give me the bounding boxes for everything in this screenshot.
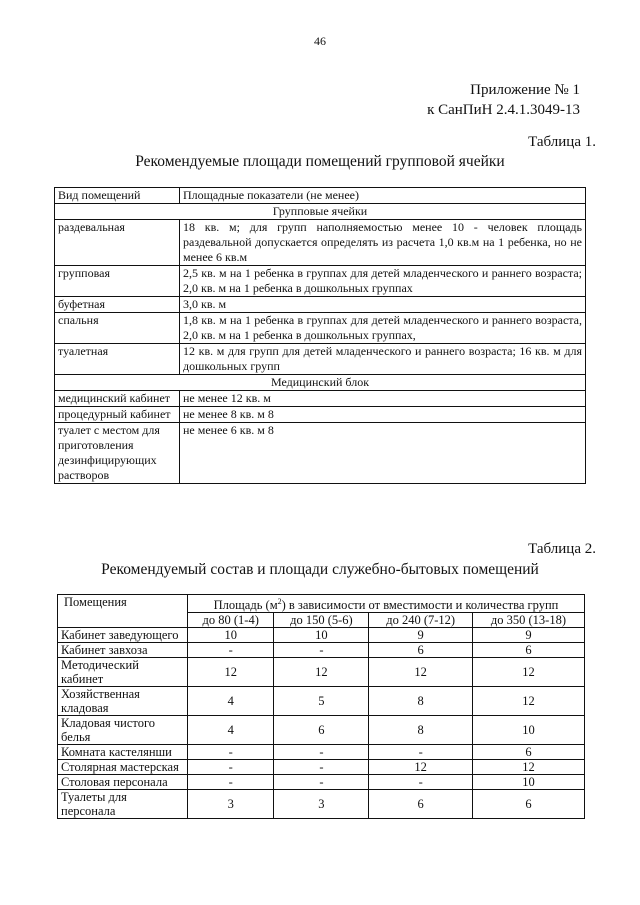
table2-header-area-sup: 2 [277, 597, 282, 606]
table2-value: - [188, 745, 274, 760]
table2-room-name: Хозяйственная кладовая [58, 687, 188, 716]
table2-value: - [274, 745, 369, 760]
table2-capacity-col: до 350 (13-18) [472, 613, 584, 628]
table2-row [58, 628, 585, 643]
table1-room-area: не менее 8 кв. м 8 [180, 407, 586, 423]
table1-room-name: туалетная [55, 344, 180, 375]
table2-value: 12 [369, 760, 473, 775]
table2-header-area-pre: Площадь (м [213, 598, 278, 613]
table2-value: 6 [472, 790, 584, 819]
table2-value: - [188, 643, 274, 658]
table1-section-row [55, 375, 586, 391]
table1-header-room-type: Вид помещений [55, 188, 180, 204]
table2-title: Рекомендуемый состав и площади служебно-бытовых помещений [101, 561, 539, 578]
table2-value: 12 [369, 658, 473, 687]
table2-room-name: Кладовая чистого белья [58, 716, 188, 745]
table1 [54, 187, 586, 484]
table2-row [58, 658, 585, 687]
table2-capacity-col: до 80 (1-4) [188, 613, 274, 628]
table2-value: 8 [369, 687, 473, 716]
table2-row [58, 643, 585, 658]
table2-value: 5 [274, 687, 369, 716]
table2-room-name: Столярная мастерская [58, 760, 188, 775]
table1-row [55, 344, 586, 375]
table1-room-name: процедурный кабинет [55, 407, 180, 423]
table2-room-name: Кабинет заведующего [58, 628, 188, 643]
table1-title: Рекомендуемые площади помещений групповой ячейки [135, 153, 505, 170]
table2-row [58, 790, 585, 819]
table2-value: 9 [369, 628, 473, 643]
table2-room-name: Методический кабинет [58, 658, 188, 687]
table1-room-name: групповая [55, 266, 180, 297]
table2-value: 6 [274, 716, 369, 745]
table2-row [58, 760, 585, 775]
table2-value: - [188, 760, 274, 775]
appendix-line-2: к СанПиН 2.4.1.3049-13 [427, 102, 580, 118]
table2-capacity-col: до 240 (7-12) [369, 613, 473, 628]
table2-header-rooms: Помещения [58, 595, 188, 628]
table2-value: 10 [472, 775, 584, 790]
table1-room-area: 12 кв. м для групп для детей младенческого и раннего возраста; 16 кв. м для дошкольных групп [180, 344, 586, 375]
table2-value: 12 [274, 658, 369, 687]
table2-value: 6 [472, 643, 584, 658]
table2-value: 12 [472, 658, 584, 687]
table1-room-area: не менее 6 кв. м 8 [180, 423, 586, 484]
table1-room-name: спальня [55, 313, 180, 344]
table2-value: 10 [274, 628, 369, 643]
table2-row [58, 687, 585, 716]
table1-row [55, 313, 586, 344]
table1-row [55, 297, 586, 313]
table2-room-name: Туалеты для персонала [58, 790, 188, 819]
table1-room-area: 18 кв. м; для групп наполняемостью менее 10 - человек площадь раздевальной допускается определять из расчета 1,0 кв.м на 1 ребенка, но не менее 6 кв.м [180, 220, 586, 266]
table1-room-name: медицинский кабинет [55, 391, 180, 407]
table1-room-name: туалет с местом для приготовления дезинфицирующих растворов [55, 423, 180, 484]
table1-room-area: 1,8 кв. м на 1 ребенка в группах для детей младенческого и раннего возраста, 2,0 кв. м на 1 ребенка в дошкольных группах, [180, 313, 586, 344]
table1-row [55, 220, 586, 266]
table2-value: 6 [472, 745, 584, 760]
table1-room-area: не менее 12 кв. м [180, 391, 586, 407]
table1-row [55, 407, 586, 423]
table2-room-name: Столовая персонала [58, 775, 188, 790]
table1-section-title: Медицинский блок [55, 375, 586, 391]
table2-value: 3 [188, 790, 274, 819]
table2 [57, 594, 585, 819]
table2-value: 6 [369, 790, 473, 819]
table2-value: - [369, 745, 473, 760]
table2-value: - [274, 775, 369, 790]
table2-value: - [369, 775, 473, 790]
table2-row [58, 716, 585, 745]
table1-row [55, 423, 586, 484]
table2-label: Таблица 2. [528, 541, 596, 557]
table2-room-name: Комната кастелянши [58, 745, 188, 760]
table2-header-row [58, 595, 585, 613]
table2-row [58, 775, 585, 790]
table2-value: 9 [472, 628, 584, 643]
table2-header-area-post: ) в зависимости от вместимости и количества групп [281, 598, 559, 613]
table2-room-name: Кабинет завхоза [58, 643, 188, 658]
table2-header-area [188, 595, 585, 613]
table1-row [55, 266, 586, 297]
table1-header-row [55, 188, 586, 204]
table2-value: 4 [188, 716, 274, 745]
table2-value: - [274, 643, 369, 658]
table2-value: 6 [369, 643, 473, 658]
page-number: 46 [314, 34, 326, 48]
table1-label: Таблица 1. [528, 134, 596, 150]
table2-value: 10 [188, 628, 274, 643]
table1-room-name: буфетная [55, 297, 180, 313]
table2-value: - [274, 760, 369, 775]
table1-header-area: Площадные показатели (не менее) [180, 188, 586, 204]
table2-row [58, 745, 585, 760]
table2-value: 3 [274, 790, 369, 819]
table1-room-area: 2,5 кв. м на 1 ребенка в группах для детей младенческого и раннего возраста; 2,0 кв. м на 1 ребенка в дошкольных группах [180, 266, 586, 297]
table1-row [55, 391, 586, 407]
table2-value: 4 [188, 687, 274, 716]
appendix-line-1: Приложение № 1 [470, 82, 580, 98]
table2-value: - [188, 775, 274, 790]
table2-capacity-col: до 150 (5-6) [274, 613, 369, 628]
table2-value: 12 [188, 658, 274, 687]
table1-room-area: 3,0 кв. м [180, 297, 586, 313]
table1-section-row [55, 204, 586, 220]
table2-value: 12 [472, 760, 584, 775]
table2-value: 8 [369, 716, 473, 745]
appendix-reference [427, 80, 580, 120]
table1-room-name: раздевальная [55, 220, 180, 266]
table2-value: 10 [472, 716, 584, 745]
table2-value: 12 [472, 687, 584, 716]
table1-section-title: Групповые ячейки [55, 204, 586, 220]
